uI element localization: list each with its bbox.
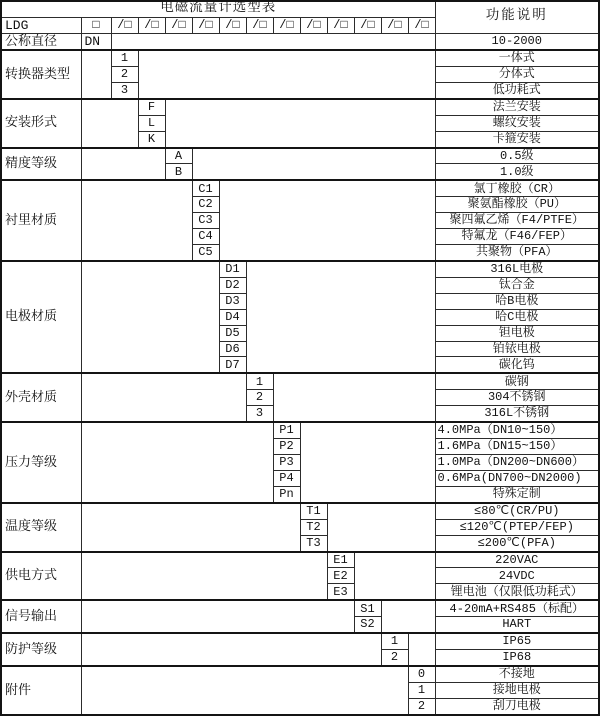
function-desc-cell: ≤200℃(PFA) <box>435 535 599 551</box>
function-desc-cell: 不接地 <box>435 666 599 682</box>
diameter-row <box>1 34 599 50</box>
code-cell: D1 <box>219 261 246 277</box>
table-title: 电磁流量计选型表 <box>1 1 435 18</box>
code-cell: C1 <box>192 180 219 196</box>
section-label: 公称直径 <box>1 34 81 50</box>
function-desc-cell: ≤120℃(PTEP/FEP) <box>435 519 599 535</box>
section-label: 压力等级 <box>1 422 81 503</box>
spacer-cell <box>165 99 435 148</box>
section-row <box>1 666 599 682</box>
code-slot-cell: /□ <box>408 18 435 34</box>
function-desc-cell: 1.0MPa（DN200~DN600） <box>435 455 599 471</box>
code-cell: D3 <box>219 293 246 309</box>
function-desc-cell: 哈B电极 <box>435 293 599 309</box>
spacer-cell <box>300 422 435 503</box>
function-desc-cell: 接地电极 <box>435 683 599 699</box>
code-cell: 3 <box>246 406 273 422</box>
function-desc-cell: 碳钢 <box>435 373 599 389</box>
function-desc-cell: 304不锈钢 <box>435 390 599 406</box>
spacer-cell <box>81 503 300 552</box>
function-desc-cell: 4.0MPa（DN10~150） <box>435 422 599 438</box>
section-label: 附件 <box>1 666 81 715</box>
code-slot-cell: /□ <box>327 18 354 34</box>
code-cell: P2 <box>273 439 300 455</box>
section-label: 电极材质 <box>1 261 81 373</box>
spacer-cell <box>219 180 435 261</box>
code-cell: 3 <box>111 82 138 98</box>
function-desc-cell: 316L电极 <box>435 261 599 277</box>
function-desc-cell: 螺纹安装 <box>435 115 599 131</box>
spacer-cell <box>408 633 435 666</box>
function-desc-cell: 特殊定制 <box>435 486 599 502</box>
code-cell: D7 <box>219 357 246 373</box>
code-cell: 1 <box>246 373 273 389</box>
spacer-cell <box>111 34 435 50</box>
code-cell: C2 <box>192 197 219 213</box>
section-row <box>1 148 599 164</box>
code-cell: C4 <box>192 229 219 245</box>
section-row <box>1 50 599 66</box>
code-box-cell: □ <box>81 18 111 34</box>
code-cell: DN <box>81 34 111 50</box>
spacer-cell <box>327 503 435 552</box>
code-slot-cell: /□ <box>246 18 273 34</box>
function-desc-cell: IP68 <box>435 650 599 666</box>
section-row <box>1 99 599 115</box>
function-desc-cell: 0.5级 <box>435 148 599 164</box>
function-column-header: 功能说明 <box>435 1 599 34</box>
code-cell: 1 <box>111 50 138 66</box>
code-cell: C5 <box>192 245 219 261</box>
function-desc-cell: 316L不锈钢 <box>435 406 599 422</box>
code-cell: D2 <box>219 277 246 293</box>
function-desc-cell: 哈C电极 <box>435 309 599 325</box>
code-cell: B <box>165 164 192 180</box>
model-prefix: LDG <box>1 18 81 34</box>
code-slot-cell: /□ <box>273 18 300 34</box>
spacer-cell <box>81 50 111 99</box>
function-desc-cell: 分体式 <box>435 66 599 82</box>
section-row <box>1 503 599 519</box>
section-label: 安装形式 <box>1 99 81 148</box>
section-label: 精度等级 <box>1 148 81 181</box>
function-desc-cell: 24VDC <box>435 568 599 584</box>
code-cell: T3 <box>300 535 327 551</box>
code-cell: P4 <box>273 470 300 486</box>
code-cell: 1 <box>408 683 435 699</box>
function-desc-cell: 220VAC <box>435 552 599 568</box>
function-desc-cell: 氯丁橡胶（CR） <box>435 180 599 196</box>
code-cell: C3 <box>192 213 219 229</box>
function-desc-cell: IP65 <box>435 633 599 649</box>
function-desc-cell: 卡箍安装 <box>435 131 599 147</box>
spacer-cell <box>81 373 246 422</box>
code-slot-cell: /□ <box>219 18 246 34</box>
function-desc-cell: 共聚物（PFA） <box>435 245 599 261</box>
section-label: 外壳材质 <box>1 373 81 422</box>
function-desc-cell: 钛合金 <box>435 277 599 293</box>
code-cell: T2 <box>300 519 327 535</box>
function-desc-cell: 0.6MPa(DN700~DN2000) <box>435 470 599 486</box>
code-cell: D6 <box>219 341 246 357</box>
code-cell: S2 <box>354 617 381 633</box>
code-cell: P3 <box>273 455 300 471</box>
code-cell: 2 <box>381 650 408 666</box>
section-label: 供电方式 <box>1 552 81 601</box>
code-cell: K <box>138 131 165 147</box>
function-desc-cell: 刮刀电极 <box>435 698 599 715</box>
spacer-cell <box>81 422 273 503</box>
spacer-cell <box>138 50 435 99</box>
function-desc-cell: 1.6MPa（DN15~150） <box>435 439 599 455</box>
function-desc-cell: 1.0级 <box>435 164 599 180</box>
spacer-cell <box>81 261 219 373</box>
code-cell: 0 <box>408 666 435 682</box>
code-cell: D5 <box>219 325 246 341</box>
section-label: 信号输出 <box>1 600 81 633</box>
spacer-cell <box>246 261 435 373</box>
code-cell: E3 <box>327 584 354 600</box>
code-cell: 2 <box>246 390 273 406</box>
code-slot-cell: /□ <box>111 18 138 34</box>
code-cell: 1 <box>381 633 408 649</box>
code-cell: Pn <box>273 486 300 502</box>
code-slot-cell: /□ <box>192 18 219 34</box>
spacer-cell <box>81 180 192 261</box>
spacer-cell <box>81 666 408 715</box>
function-desc-cell: 锂电池（仅限低功耗式） <box>435 584 599 600</box>
code-cell: 2 <box>111 66 138 82</box>
header-row <box>1 1 599 18</box>
spacer-cell <box>81 148 165 181</box>
section-label: 转换器类型 <box>1 50 81 99</box>
spacer-cell <box>354 552 435 601</box>
section-label: 防护等级 <box>1 633 81 666</box>
function-desc-cell: 碳化钨 <box>435 357 599 373</box>
section-row <box>1 261 599 277</box>
function-desc-cell: 聚四氟乙烯（F4/PTFE） <box>435 213 599 229</box>
section-row <box>1 600 599 616</box>
function-desc-cell: HART <box>435 617 599 633</box>
spacer-cell <box>81 600 354 633</box>
code-cell: E1 <box>327 552 354 568</box>
spacer-cell <box>81 633 381 666</box>
function-desc-cell: 4-20mA+RS485（标配） <box>435 600 599 616</box>
code-cell: L <box>138 115 165 131</box>
spacer-cell <box>273 373 435 422</box>
code-cell: 2 <box>408 698 435 715</box>
code-slot-cell: /□ <box>165 18 192 34</box>
code-slot-cell: /□ <box>381 18 408 34</box>
function-desc-cell: 一体式 <box>435 50 599 66</box>
function-desc-cell: 特氟龙（F46/FEP） <box>435 229 599 245</box>
code-cell: T1 <box>300 503 327 519</box>
code-slot-cell: /□ <box>300 18 327 34</box>
section-label: 温度等级 <box>1 503 81 552</box>
section-row <box>1 373 599 389</box>
spacer-cell <box>81 552 327 601</box>
code-cell: A <box>165 148 192 164</box>
function-desc-cell: 低功耗式 <box>435 82 599 98</box>
code-cell: S1 <box>354 600 381 616</box>
spacer-cell <box>81 99 138 148</box>
code-slot-cell: /□ <box>138 18 165 34</box>
function-desc-cell: 聚氨酯橡胶（PU） <box>435 197 599 213</box>
section-row <box>1 633 599 649</box>
section-row <box>1 552 599 568</box>
code-cell: P1 <box>273 422 300 438</box>
function-desc-cell: 10-2000 <box>435 34 599 50</box>
function-desc-cell: 钽电极 <box>435 325 599 341</box>
function-desc-cell: 铂铱电极 <box>435 341 599 357</box>
code-cell: F <box>138 99 165 115</box>
code-cell: D4 <box>219 309 246 325</box>
function-desc-cell: 法兰安装 <box>435 99 599 115</box>
code-slot-cell: /□ <box>354 18 381 34</box>
section-label: 衬里材质 <box>1 180 81 261</box>
function-desc-cell: ≤80℃(CR/PU) <box>435 503 599 519</box>
section-row <box>1 180 599 196</box>
spacer-cell <box>381 600 435 633</box>
code-cell: E2 <box>327 568 354 584</box>
section-row <box>1 422 599 438</box>
spacer-cell <box>192 148 435 181</box>
